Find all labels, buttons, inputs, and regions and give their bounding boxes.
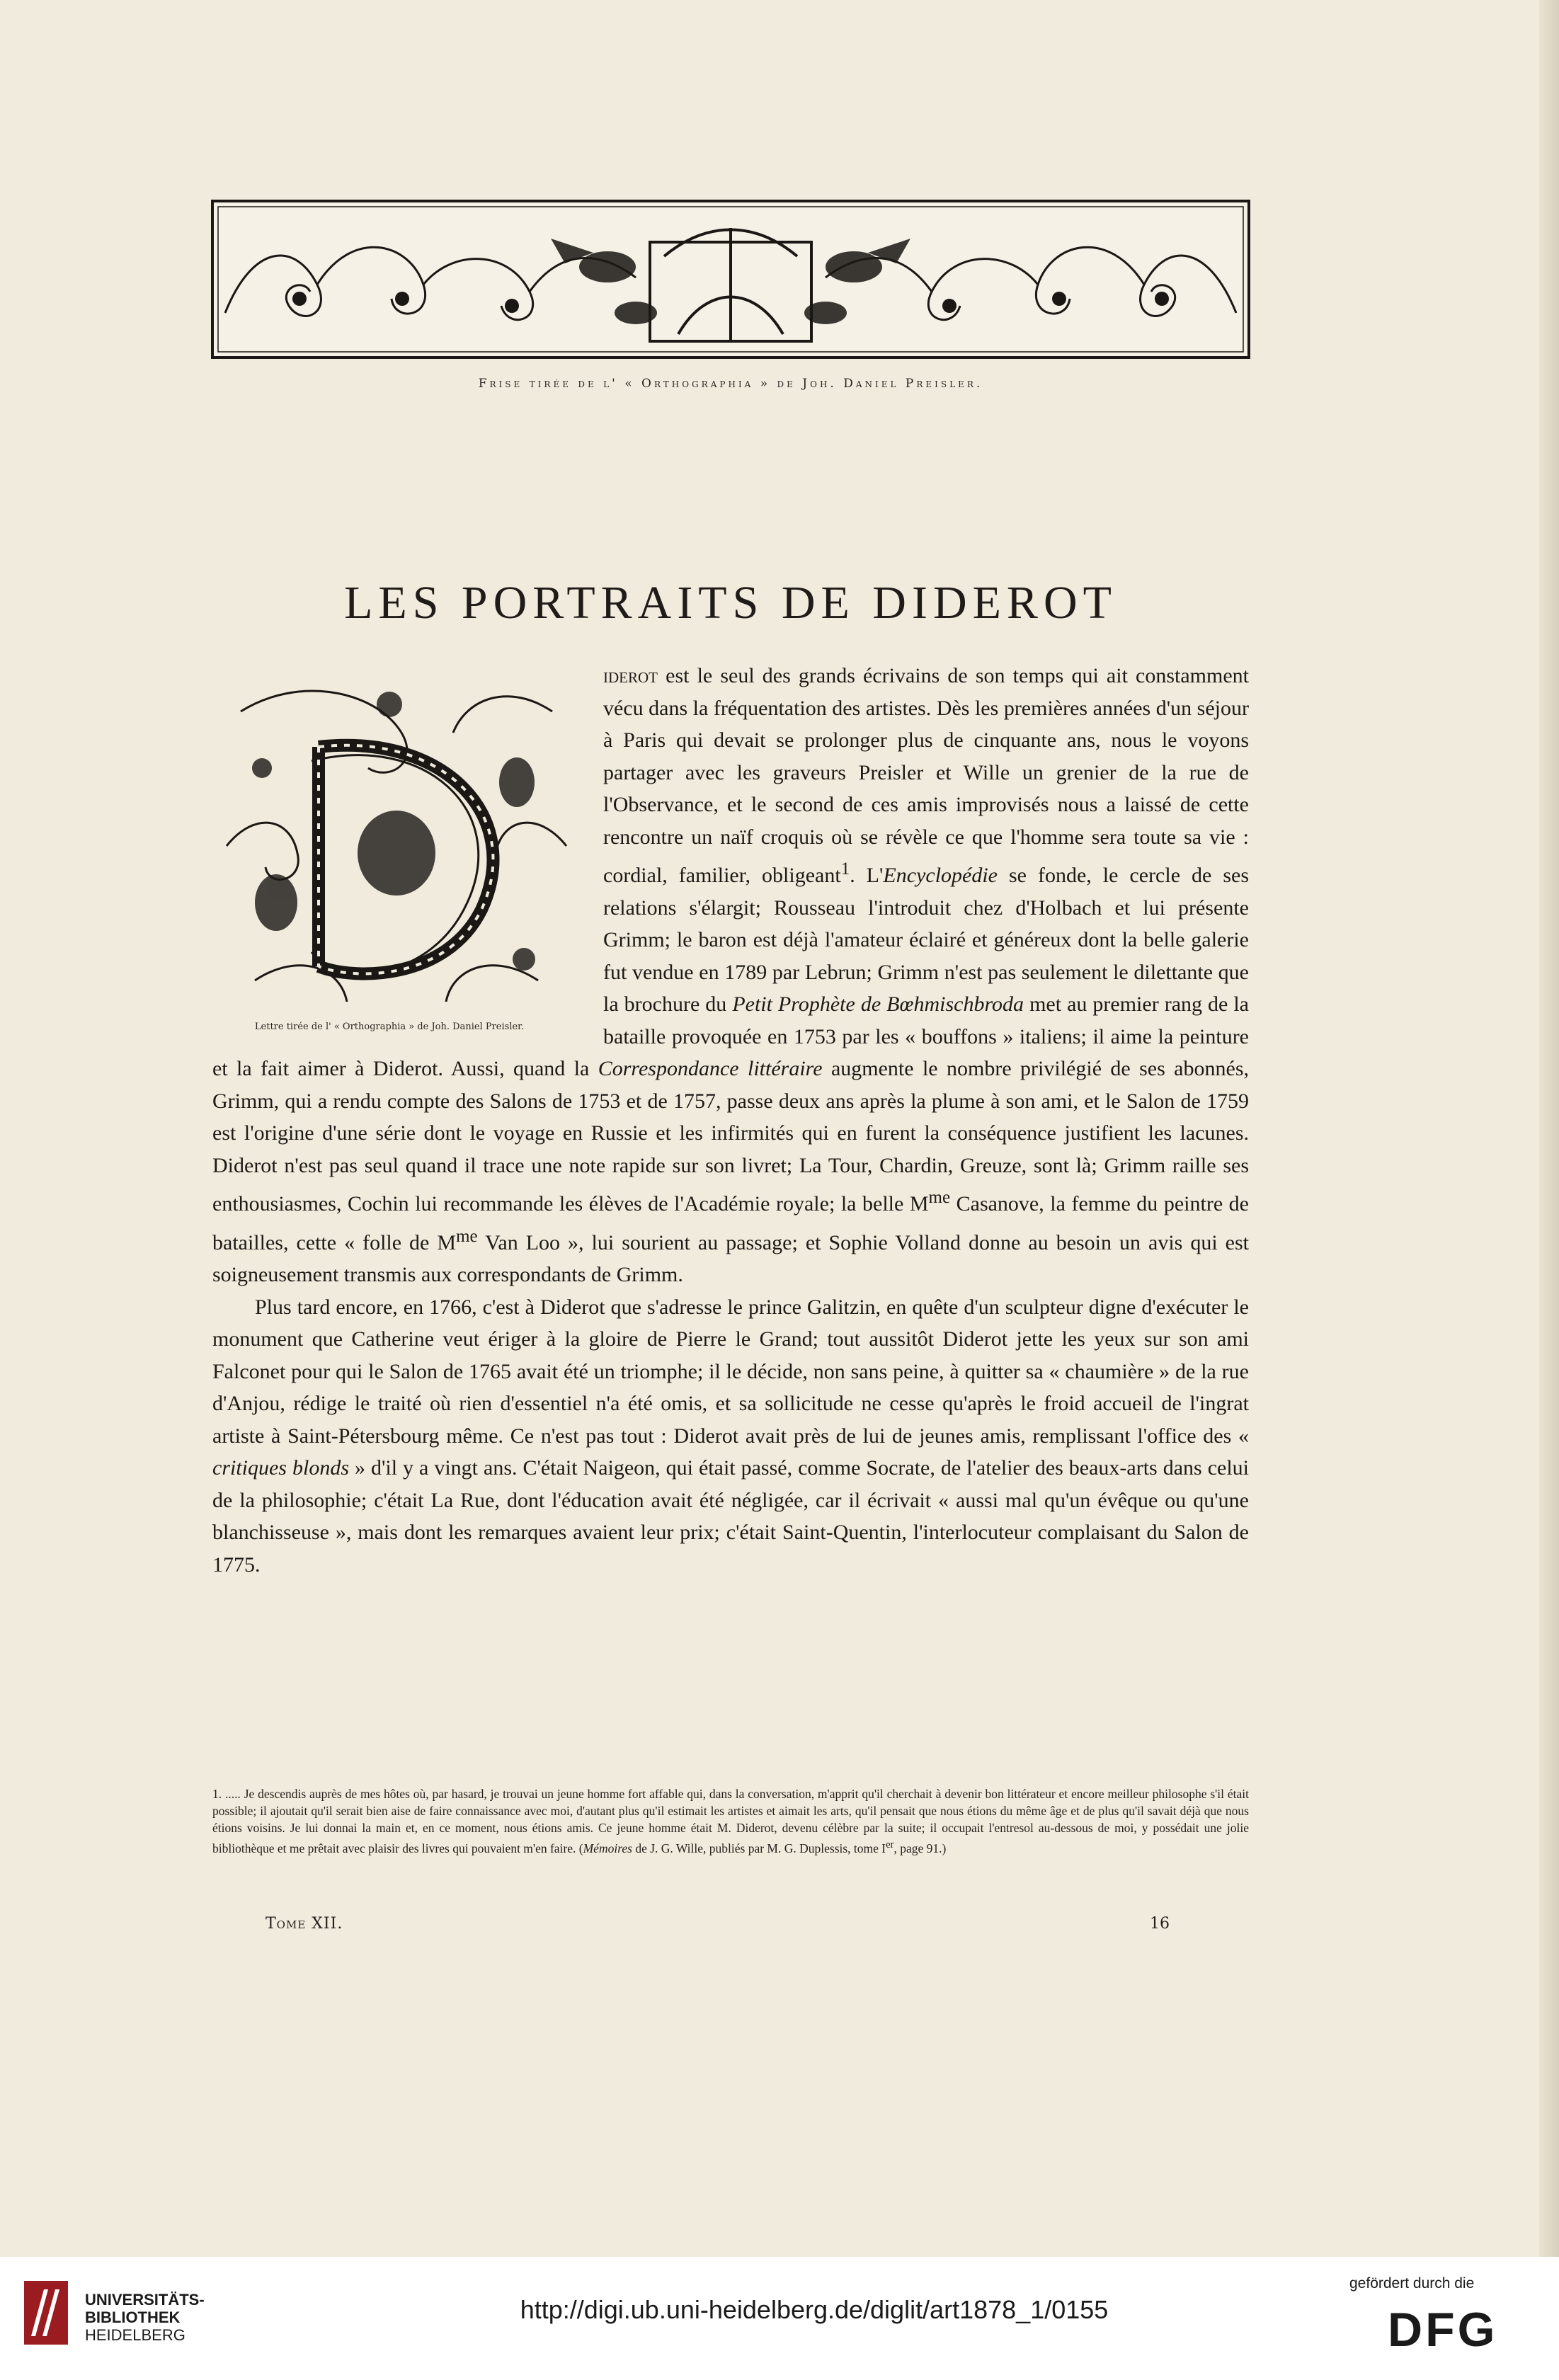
paragraph-1-text-7: Van Loo », lui sourient au passage; et Sophie Volland donne au besoin un avis qui est soigneusement transmis aux correspondants de Grimm. — [212, 1230, 1250, 1286]
paragraph-2-text: Plus tard encore, en 1766, c'est à Diderot que s'adresse le prince Galitzin, en quête d'un sculpteur digne d'exécuter le monument que Catherine veut ériger à la gloire de Pierre le Grand; tout aussitôt Diderot jette les yeux sur son ami Falconet pour qui le Salon de 1765 avait été un triomphe; il le décide, non sans peine, à quitter sa « chaumière » de la rue d'Anjou, rédige le traité où rien d'essentiel n'a été omis, et sa sollicitude ne cesse qu'après le froid accueil de l'ingrat artiste à Saint-Pétersbourg même. Ce n'est pas tout : Diderot avait près de lui de jeunes amis, remplissant l'office des « — [212, 1295, 1249, 1448]
frieze-illustration — [211, 200, 1250, 359]
footnote-mark: 1 — [840, 859, 850, 879]
paragraph-1-text-3: se fonde, le cercle de ses relations s'élargit; Rousseau l'introduit chez d'Holbach et lui présente Grimm; le baron est déjà l'amateur éclairé et généreux dont la belle galerie fut vendue en 1789 par Lebrun; Grimm n'est pas seulement le dilettante que la brochure du — [603, 864, 1250, 1016]
paragraph-1-text-6: Casanove, la femme du peintre de batailles, cette « folle de M — [212, 1192, 1249, 1254]
frieze-caption: Frise tirée de l' « Orthographia » de Joh. Daniel Preisler. — [478, 377, 983, 391]
paragraph-1-text-2: . L' — [850, 864, 884, 887]
page-edge — [1539, 0, 1559, 2257]
university-library-logo-icon — [24, 2281, 68, 2345]
footnote-number: 1. ..... — [212, 1787, 241, 1801]
dfg-logo: DFG — [1388, 2303, 1498, 2357]
italic-encyclopedie: Encyclopédie — [883, 864, 998, 887]
italic-petit-prophete: Petit Prophète de Bœhmischbroda — [732, 992, 1024, 1016]
footnote-text-2: de J. G. Wille, publiés par M. G. Duplessis, tome I — [632, 1841, 886, 1855]
paragraph-2 — [212, 1291, 1249, 1581]
footnote-text-3: , page 91.) — [893, 1841, 947, 1855]
lead-word: iderot — [603, 664, 658, 687]
italic-critiques-blonds: critiques blonds — [212, 1456, 349, 1480]
paragraph-2-text-2: » d'il y a vingt ans. C'était Naigeon, qui était passé, comme Socrate, de l'atelier des beaux-arts dans celui de la philosophie; c'était La Rue, dont l'éducation avait été négligée, car il écrivait « aussi mal qu'un évêque ou qu'une blanchisseuse », mais dont les remarques avaient leur prix; c'était Saint-Quentin, l'interlocuteur complaisant du Salon de 1775. — [212, 1456, 1250, 1577]
institution-name — [85, 2291, 205, 2344]
institution-line-1: UNIVERSITÄTS- — [85, 2291, 205, 2309]
volume-label: Tome XII. — [265, 1915, 343, 1933]
digital-library-link[interactable]: http://digi.ub.uni-heidelberg.de/diglit/art1878_1/0155 — [520, 2295, 1109, 2324]
institution-line-3: HEIDELBERG — [85, 2326, 185, 2344]
article-body — [212, 660, 1249, 1581]
footnote — [212, 1785, 1249, 1857]
paragraph-1-text-4: met au premier rang de la bataille provoquée en 1753 par les « bouffons » italiens; il aime la peinture et la fait aimer à Diderot. Aussi, quand la — [212, 992, 1250, 1080]
initial-caption: Lettre tirée de l' « Orthographia » de Joh. Daniel Preisler. — [254, 1022, 525, 1032]
footnote-text: Je descendis auprès de mes hôtes où, par hasard, je trouvai un jeune homme fort affable qui, dans la conversation, m'apprit qu'il cherchait à devenir bon littérateur et encore meilleur philosophe s'il était possible; il ajoutait qu'il serait bien aise de faire connaissance avec moi, d'autant plus qu'il estimait les artistes et aimait les arts, qu'il pensait que nous étions du même âge et de plus qu'il savait déjà que nous étions voisins. Je lui donnai la main et, en ce moment, nous étions amis. Ce jeune homme était M. Diderot, devenu célèbre par la suite; il occupait l'entresol au-dessous de moi, y possédait une jolie bibliothèque et me prêtait avec plaisir des livres qui pouvaient m'en faire. ( — [212, 1787, 1249, 1855]
page-number: 16 — [1150, 1915, 1170, 1933]
institution-line-2: BIBLIOTHEK — [85, 2309, 181, 2326]
page-title: LES PORTRAITS DE DIDEROT — [344, 577, 1117, 629]
paragraph-1-text-5: augmente le nombre privilégié de ses abonnés, Grimm, qui a rendu compte des Salons de 1753 et de 1757, passe deux ans après la plume à son ami, et le Salon de 1759 est l'origine d'une série dont le voyage en Russie et les infirmités qui en furent la conséquence justifient les lacunes. Diderot n'est pas seul quand il trace une note rapide sur son livret; La Tour, Chardin, Greuze, sont là; Grimm raille ses enthousiasmes, Cochin lui recommande les élèves de l'Académie royale; la belle M — [212, 1057, 1249, 1215]
funding-label: gefördert durch die — [1349, 2275, 1475, 2292]
footnote-superscript: er — [886, 1839, 894, 1850]
footnote-italic-memoires: Mémoires — [583, 1841, 632, 1855]
initial-float-space — [212, 660, 603, 1021]
paragraph-1-text: est le seul des grands écrivains de son temps qui ait constamment vécu dans la fréquentation des artistes. Dès les premières années d'un séjour à Paris qui devait se prolonger plus de cinquante ans, nous le voyons partager avec les graveurs Preisler et Wille un grenier de la rue de l'Observance, et le second de ces amis improvisés nous a laissé de cette rencontre un naïf croquis où se révèle ce que l'homme sera toute sa vie : cordial, familier, obligeant — [603, 664, 1249, 887]
superscript-me-2: me — [456, 1226, 478, 1246]
italic-correspondance: Correspondance littéraire — [598, 1057, 823, 1080]
superscript-me-1: me — [928, 1188, 951, 1207]
